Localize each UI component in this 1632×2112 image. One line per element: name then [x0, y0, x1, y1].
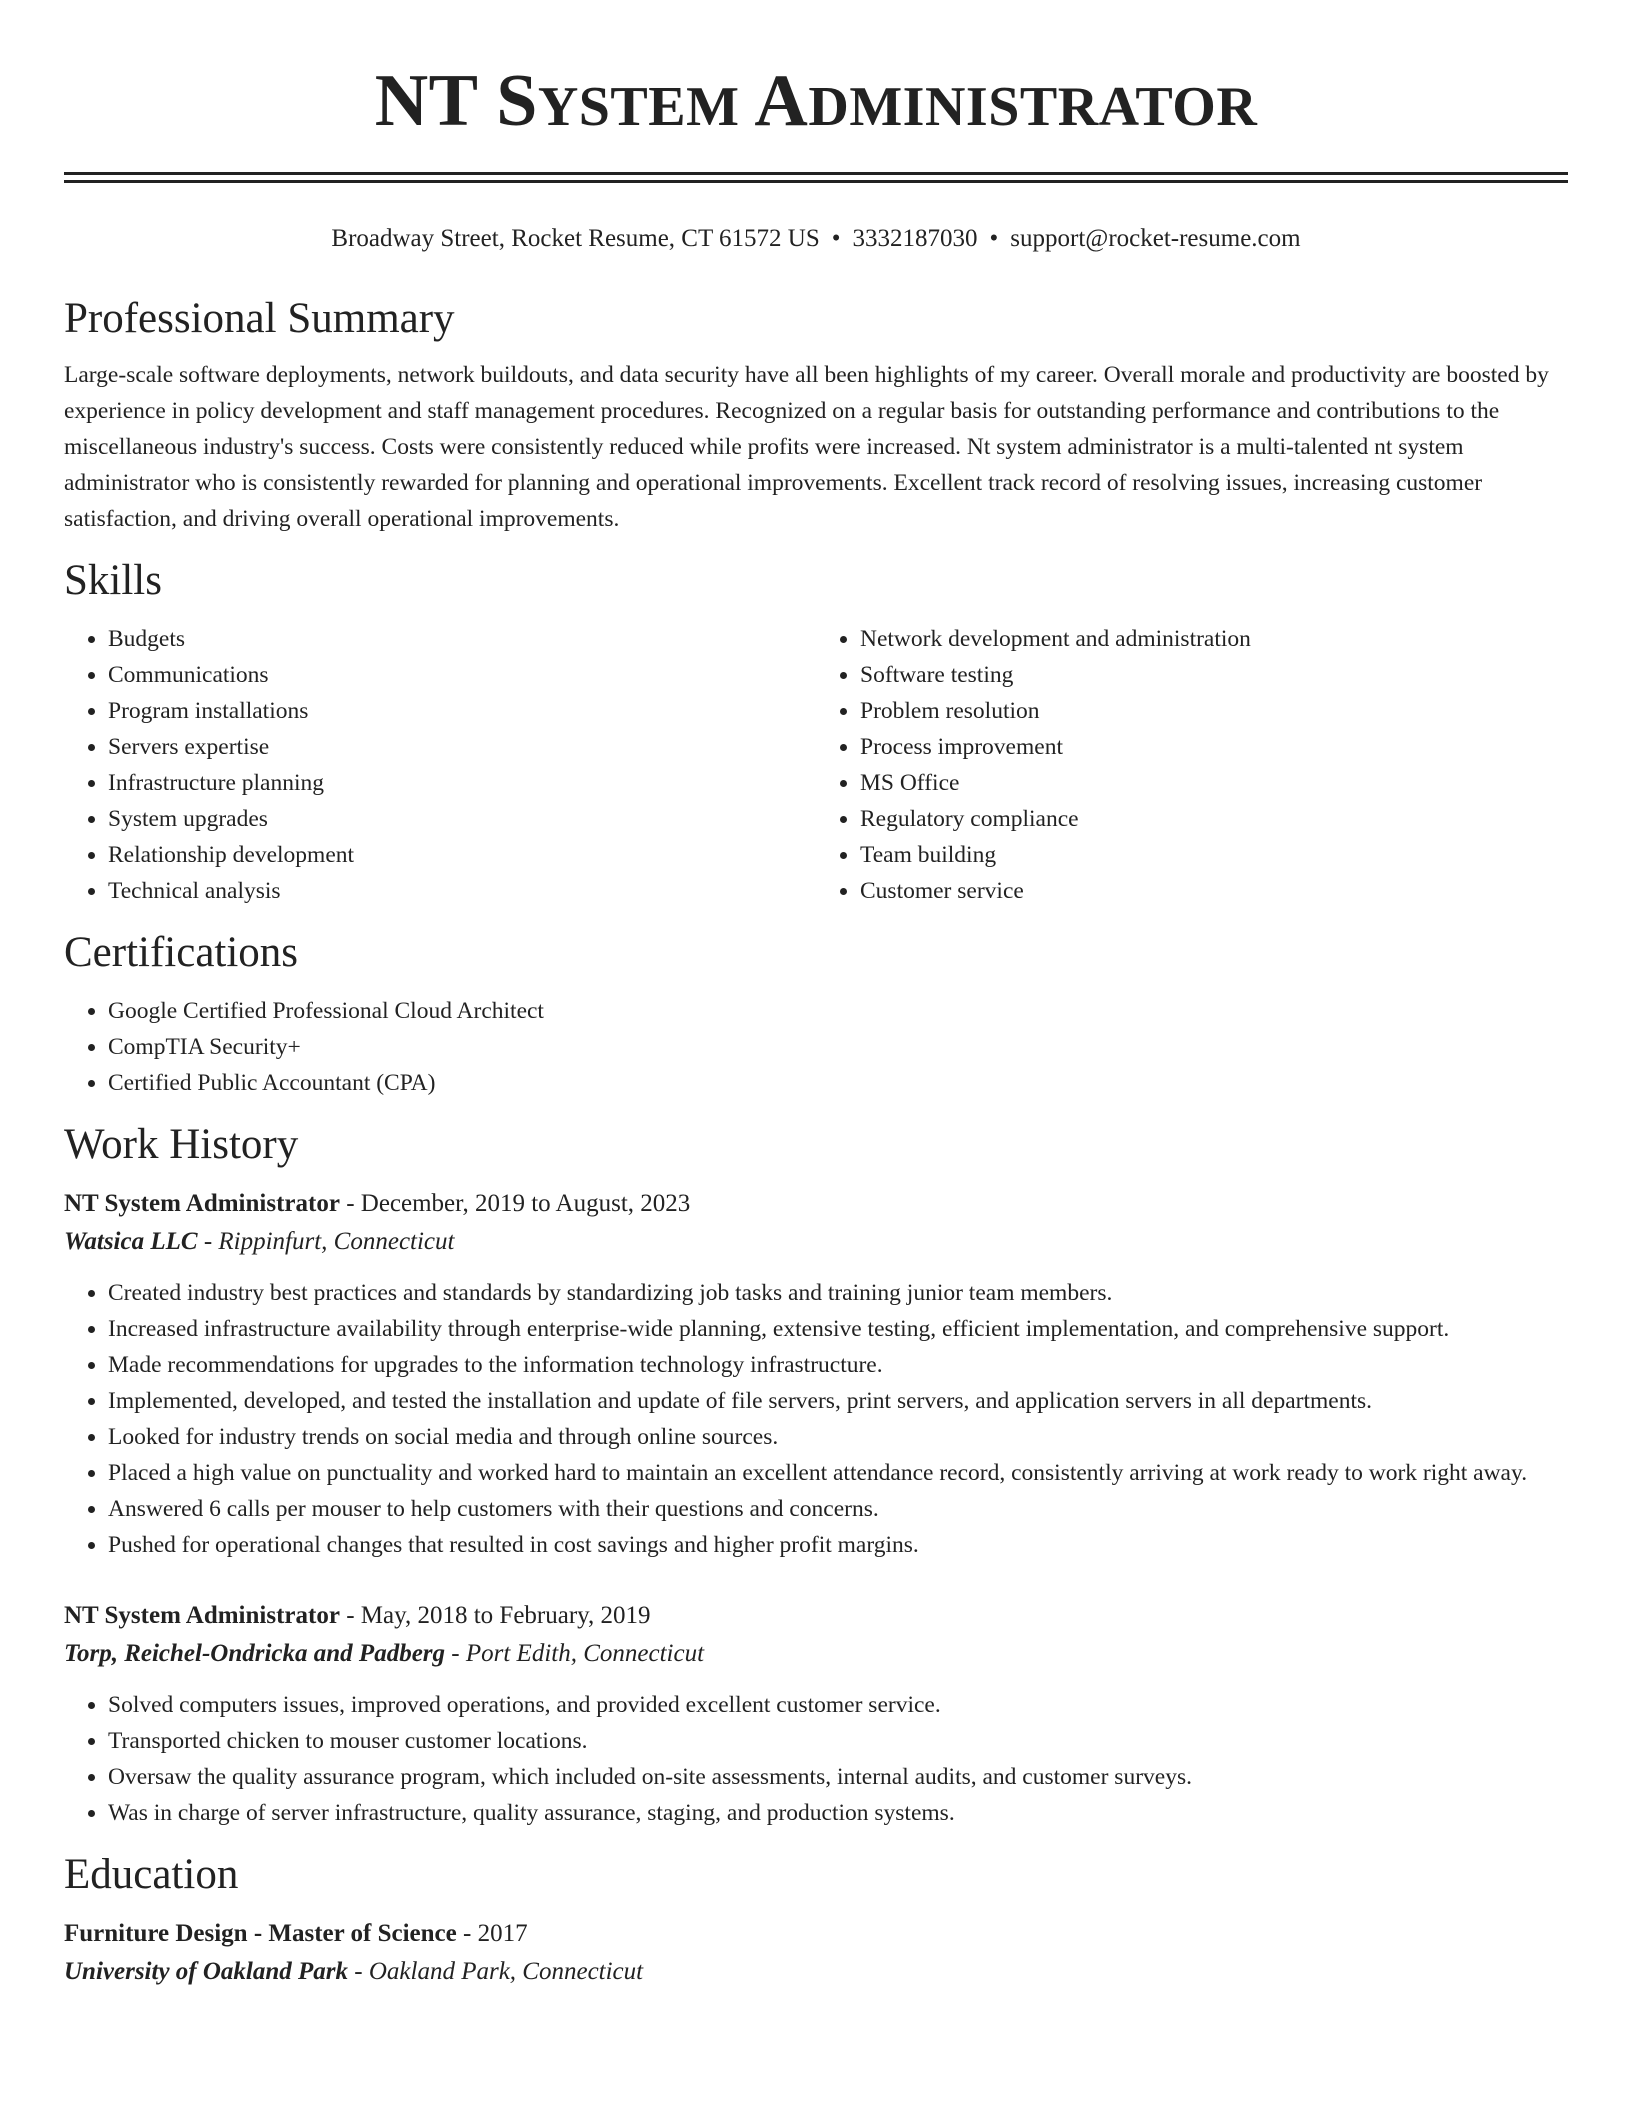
contact-separator: •	[831, 225, 841, 252]
skill-item: • Regulatory compliance	[860, 801, 1568, 837]
job-bullet: • Looked for industry trends on social media and through online sources.	[108, 1419, 1568, 1455]
job-dates: - December, 2019 to August, 2023	[339, 1190, 691, 1217]
job-company-line	[64, 1635, 1568, 1673]
skills-heading: Skills	[64, 557, 162, 604]
job-bullet: • Placed a high value on punctuality and worked hard to maintain an excellent attendance record, consistently arriving at work ready to work right away.	[108, 1455, 1568, 1491]
job-bullets	[64, 1275, 1568, 1563]
skills-section	[64, 555, 1568, 909]
contact-email: support@rocket-resume.com	[1010, 225, 1301, 252]
job-entry	[64, 1597, 1568, 1831]
name-s-rest: YSTEM	[537, 76, 740, 138]
name-a-initial: A	[754, 60, 809, 142]
summary-section	[64, 293, 1568, 537]
education-degree: Furniture Design - Master of Science	[64, 1920, 457, 1947]
job-header	[64, 1185, 1568, 1223]
education-year: - 2017	[456, 1920, 528, 1947]
name-a-rest: DMINISTRATOR	[808, 76, 1258, 138]
job-bullet: • Was in charge of server infrastructure, quality assurance, staging, and production systems.	[108, 1795, 1568, 1831]
name-s-initial: S	[496, 60, 538, 142]
skills-list-left	[64, 621, 816, 909]
skill-item: • Team building	[860, 837, 1568, 873]
education-school-line	[64, 1953, 1568, 1991]
summary-text: Large-scale software deployments, network buildouts, and data security have all been highlights of my career. Overall morale and productivity are boosted by experience in policy development and staff management procedures. Recognized on a regular basis for outstanding performance and contributions to the miscellaneous industry's success. Costs were consistently reduced while profits were increased. Nt system administrator is a multi-talented nt system administrator who is consistently rewarded for planning and operational improvements. Excellent track record of resolving issues, increasing customer satisfaction, and driving overall operational improvements.	[64, 362, 1549, 532]
job-entry	[64, 1185, 1568, 1563]
job-bullets	[64, 1687, 1568, 1831]
job-location: - Rippinfurt, Connecticut	[197, 1228, 455, 1255]
summary-heading: Professional Summary	[64, 295, 455, 342]
job-bullet: • Made recommendations for upgrades to the information technology infrastructure.	[108, 1347, 1568, 1383]
job-title: NT System Administrator	[64, 1190, 340, 1217]
name-first: NT	[374, 60, 478, 142]
work-history-heading: Work History	[64, 1121, 299, 1168]
job-bullet: • Increased infrastructure availability through enterprise-wide planning, extensive testing, efficient implementation, and comprehensive support.	[108, 1311, 1568, 1347]
education-school: University of Oakland Park	[64, 1958, 349, 1985]
education-section	[64, 1849, 1568, 1991]
skill-item: • Budgets	[108, 621, 816, 657]
skill-item: • Program installations	[108, 693, 816, 729]
job-dates: - May, 2018 to February, 2019	[339, 1602, 651, 1629]
education-heading: Education	[64, 1851, 239, 1898]
job-title: NT System Administrator	[64, 1602, 340, 1629]
skill-item: • Technical analysis	[108, 873, 816, 909]
certification-item: • CompTIA Security+	[108, 1029, 1568, 1065]
skill-item: • Relationship development	[108, 837, 816, 873]
job-header	[64, 1597, 1568, 1635]
education-degree-line	[64, 1915, 1568, 1953]
certifications-section	[64, 927, 1568, 1101]
skill-item: • System upgrades	[108, 801, 816, 837]
job-bullet: • Pushed for operational changes that resulted in cost savings and higher profit margins.	[108, 1527, 1568, 1563]
job-bullet: • Solved computers issues, improved operations, and provided excellent customer service.	[108, 1687, 1568, 1723]
job-bullet: • Implemented, developed, and tested the installation and update of file servers, print servers, and application servers in all departments.	[108, 1383, 1568, 1419]
job-company: Torp, Reichel-Ondricka and Padberg	[64, 1640, 446, 1667]
contact-line	[64, 223, 1568, 255]
job-bullet: • Oversaw the quality assurance program, which included on-site assessments, internal audits, and customer surveys.	[108, 1759, 1568, 1795]
job-company-line	[64, 1223, 1568, 1261]
skill-item: • MS Office	[860, 765, 1568, 801]
job-bullet: • Transported chicken to mouser customer locations.	[108, 1723, 1568, 1759]
education-entry	[64, 1915, 1568, 1991]
contact-separator: •	[989, 225, 999, 252]
skill-item: • Customer service	[860, 873, 1568, 909]
skill-item: • Software testing	[860, 657, 1568, 693]
skills-list-right	[816, 621, 1568, 909]
job-bullet: • Answered 6 calls per mouser to help customers with their questions and concerns.	[108, 1491, 1568, 1527]
skill-item: • Infrastructure planning	[108, 765, 816, 801]
job-company: Watsica LLC	[64, 1228, 198, 1255]
header-double-rule	[64, 172, 1568, 183]
certification-item: • Google Certified Professional Cloud Architect	[108, 993, 1568, 1029]
certifications-heading: Certifications	[64, 929, 299, 976]
skills-columns	[64, 621, 1568, 909]
certifications-list	[64, 993, 1568, 1101]
job-bullet: • Created industry best practices and standards by standardizing job tasks and training junior team members.	[108, 1275, 1568, 1311]
skill-item: • Communications	[108, 657, 816, 693]
resume-name	[64, 56, 1568, 152]
contact-phone: 3332187030	[852, 225, 978, 252]
skill-item: • Process improvement	[860, 729, 1568, 765]
education-location: - Oakland Park, Connecticut	[348, 1958, 644, 1985]
skill-item: • Problem resolution	[860, 693, 1568, 729]
job-location: - Port Edith, Connecticut	[445, 1640, 705, 1667]
contact-address: Broadway Street, Rocket Resume, CT 61572 US	[331, 225, 820, 252]
work-history-section	[64, 1119, 1568, 1831]
certification-item: • Certified Public Accountant (CPA)	[108, 1065, 1568, 1101]
skill-item: • Network development and administration	[860, 621, 1568, 657]
skill-item: • Servers expertise	[108, 729, 816, 765]
